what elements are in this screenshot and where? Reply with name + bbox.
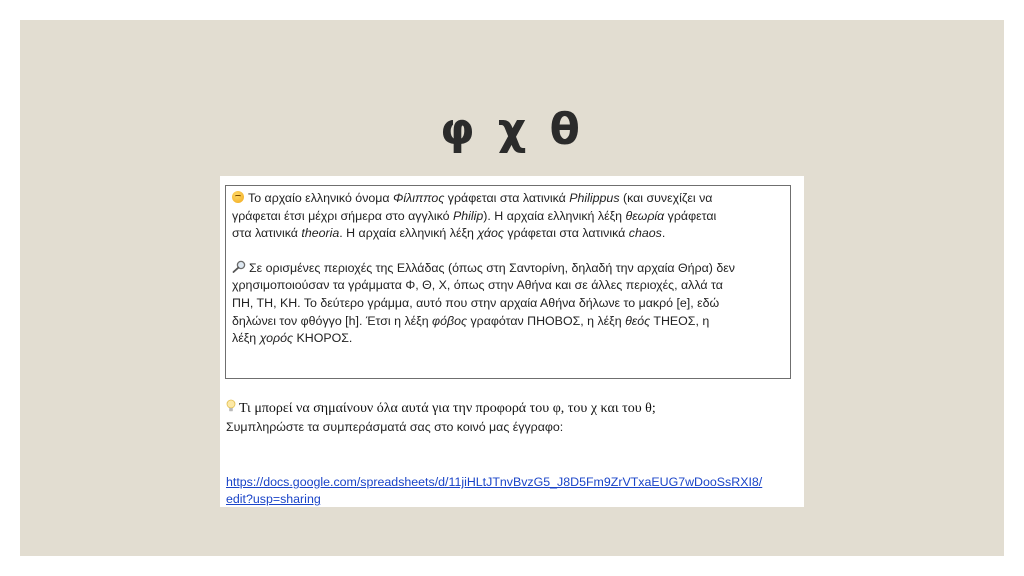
italic-term: theoria <box>301 226 340 241</box>
text-run: λέξη <box>232 331 260 346</box>
text-run: ΚΗΟΡΟΣ. <box>293 331 353 346</box>
text-run: . <box>661 226 666 241</box>
text-run: Το αρχαίο ελληνικό όνομα <box>248 191 394 205</box>
italic-term: χάος <box>477 226 504 241</box>
slide-title: φ χ θ <box>440 104 584 155</box>
rich-line <box>232 208 785 226</box>
paragraph-latin-transcription <box>232 190 785 243</box>
text-run: γραφόταν ΠΗΟΒΟΣ, η λέξη <box>467 313 626 328</box>
shared-document-link[interactable] <box>226 474 802 508</box>
link-line-2[interactable]: edit?usp=sharing <box>226 492 321 506</box>
italic-term: θεωρία <box>625 208 665 223</box>
paragraph-thera-inscriptions <box>232 260 785 348</box>
rich-line <box>232 190 785 208</box>
text-run: γράφεται έτσι μέχρι σήμερα στο αγγλικό <box>232 208 453 223</box>
rich-line <box>232 330 785 348</box>
light-bulb-icon <box>226 399 236 413</box>
italic-term: Philip <box>452 208 484 223</box>
italic-term: θεός <box>625 313 651 328</box>
note-box <box>225 185 791 379</box>
text-run: στα λατινικά <box>232 226 302 241</box>
link-line-1[interactable]: https://docs.google.com/spreadsheets/d/11jiHLtJTnvBvzG5_J8D5Fm9ZrVTxaEUG7wDooSsRXI8/ <box>226 475 763 489</box>
content-image <box>220 176 804 507</box>
italic-term: Φίλιππος <box>393 191 445 205</box>
rich-line <box>232 277 785 295</box>
text-run: ΤΗΕΟΣ, η <box>650 313 710 328</box>
italic-term: φόβος <box>432 313 468 328</box>
text-run: γράφεται <box>664 208 717 223</box>
text-run: . Η αρχαία ελληνική λέξη <box>339 226 478 241</box>
slide <box>20 20 1004 556</box>
question-text: Τι μπορεί να σημαίνουν όλα αυτά για την προφορά του φ, του χ και του θ; <box>239 401 656 416</box>
text-run: ΠΗ, ΤΗ, ΚΗ. Το δεύτερο γράμμα, αυτό που στην αρχαία Αθήνα δήλωνε το μακρό [e], εδώ <box>232 295 720 310</box>
rich-line <box>232 225 785 243</box>
italic-term: χορός <box>259 331 294 346</box>
italic-term: Philippus <box>569 191 620 205</box>
text-run: Σε ορισμένες περιοχές της Ελλάδας (όπως στη Σαντορίνη, δηλαδή την αρχαία Θήρα) δεν <box>249 260 735 275</box>
text-run: γράφεται στα λατινικά <box>503 226 629 241</box>
rich-line <box>232 260 785 278</box>
instruction-text: Συμπληρώστε τα συμπεράσματά σας στο κοινό μας έγγραφο: <box>226 420 564 434</box>
text-run: δηλώνει τον φθόγγο [h]. Έτσι η λέξη <box>232 313 433 328</box>
italic-term: chaos <box>628 226 662 241</box>
magnifying-glass-icon <box>232 260 246 273</box>
rich-line <box>232 295 785 313</box>
text-run: γράφεται στα λατινικά <box>444 191 570 205</box>
rich-line <box>232 313 785 331</box>
text-run: (και συνεχίζει να <box>619 191 713 205</box>
question <box>226 399 796 418</box>
thinking-face-icon <box>232 191 244 203</box>
text-run: χρησιμοποιούσαν τα γράμματα Φ, Θ, Χ, όπως στην Αθήνα και σε άλλες περιοχές, αλλά τα <box>232 278 723 293</box>
text-run: ). Η αρχαία ελληνική λέξη <box>483 208 626 223</box>
